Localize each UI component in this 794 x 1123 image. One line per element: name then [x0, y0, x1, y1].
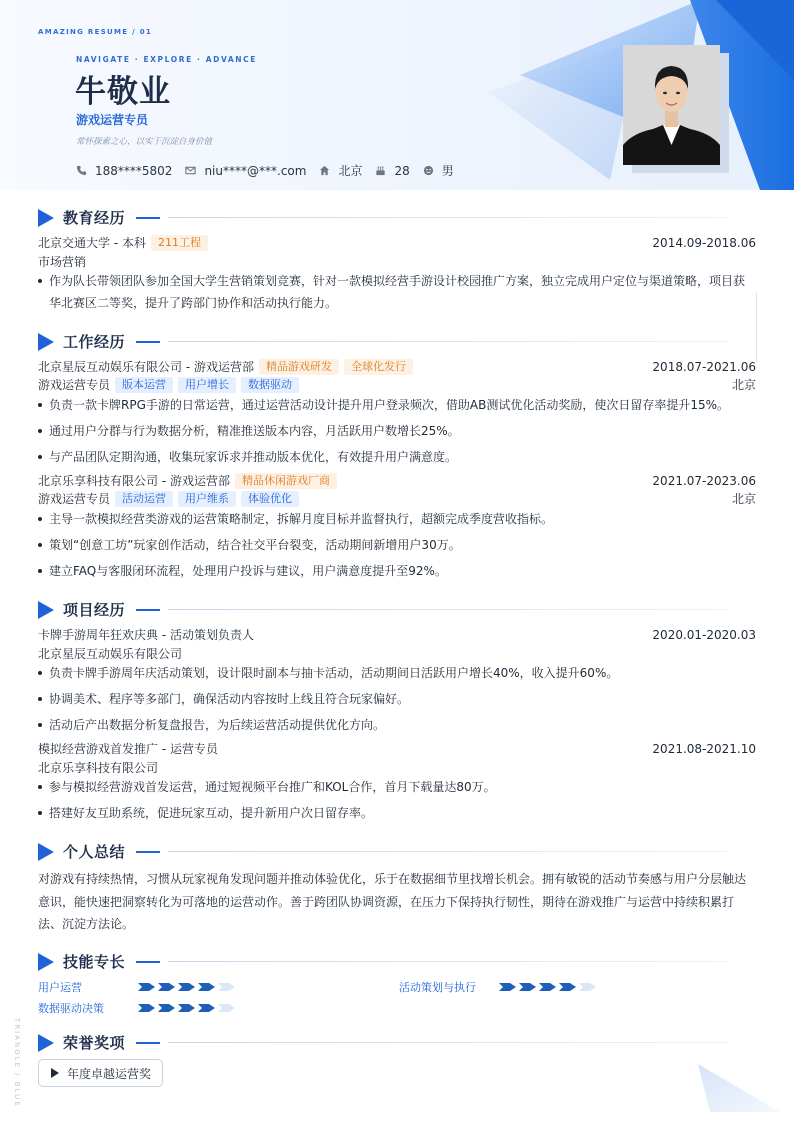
- role-title: 游戏运营专员: [38, 492, 111, 506]
- section-honors-header: [38, 1032, 728, 1053]
- email-text: niu****@***.com: [204, 163, 307, 178]
- skill-item: [399, 979, 599, 995]
- section-education-header: [38, 207, 728, 228]
- skill-segment-empty: [579, 983, 596, 991]
- skill-item: [38, 1000, 238, 1016]
- section-accent-line: [136, 609, 160, 611]
- work-location: 北京: [731, 492, 756, 506]
- skill-name: 数据驱动决策: [38, 1002, 104, 1015]
- project-bullet: 负责卡牌手游周年庆活动策划，设计限时副本与抽卡活动，活动期间日活跃用户增长40%，收入提升60%。: [38, 662, 752, 684]
- contact-email: [185, 164, 306, 178]
- section-divider: [168, 217, 728, 218]
- project-title: 卡牌手游周年狂欢庆典 - 活动策划负责人: [38, 628, 254, 642]
- section-accent-line: [136, 341, 160, 343]
- contact-city: [319, 162, 362, 179]
- role-title: 游戏运营专员: [38, 378, 111, 392]
- corner-triangle-decoration: [680, 1060, 794, 1123]
- school-tag: 211工程: [151, 235, 208, 251]
- company-name: 北京星辰互动娱乐有限公司 - 游戏运营部: [38, 360, 254, 374]
- section-title: 项目经历: [63, 601, 126, 619]
- section-triangle-icon: [38, 209, 54, 227]
- city-text: 北京: [338, 164, 363, 178]
- skill-segment-filled: [519, 983, 536, 991]
- project-entry-header: [38, 740, 756, 757]
- role-tag: 活动运营: [115, 491, 173, 507]
- side-watermark: TRIANGLE / BLUE: [13, 1018, 21, 1108]
- section-title: 教育经历: [63, 209, 126, 227]
- profile-photo: [623, 45, 720, 165]
- section-title: 荣誉奖项: [63, 1034, 126, 1052]
- mail-icon: [185, 165, 196, 176]
- work-date: 2018.07-2021.06: [652, 359, 756, 374]
- work-bullet: 通过用户分群与行为数据分析，精准推送版本内容，月活跃用户数增长25%。: [38, 420, 752, 442]
- contact-bar: [76, 162, 467, 179]
- skill-segment-filled: [138, 1004, 155, 1012]
- project-company: 北京星辰互动娱乐有限公司: [38, 647, 183, 661]
- work-bullet: 负责一款卡牌RPG手游的日常运营，通过运营活动设计提升用户登录频次，借助AB测试优化活动奖励，使次日留存率提升15%。: [38, 394, 752, 416]
- skill-segment-filled: [158, 983, 175, 991]
- vertical-rule: [756, 292, 757, 362]
- section-work-header: [38, 331, 728, 352]
- summary-text: 对游戏有持续热情，习惯从玩家视角发现问题并推动体验优化，乐于在数据细节里找增长机会。拥有敏锐的活动节奏感与用户分层触达意识，能快速把洞察转化为可落地的运营动作。善于跨团队协调资源，在压力下保持执行韧性，期待在游戏推广与运营中持续积累打法、沉淀方法论。: [38, 872, 747, 931]
- section-triangle-icon: [38, 333, 54, 351]
- project-bullet: 协调美术、程序等多部门，确保活动内容按时上线且符合玩家偏好。: [38, 688, 752, 710]
- skill-segment-filled: [559, 983, 576, 991]
- section-skills-header: [38, 951, 728, 972]
- contact-gender: [423, 162, 454, 179]
- work-bullet: 与产品团队定期沟通，收集玩家诉求并推动版本优化，有效提升用户满意度。: [38, 446, 752, 468]
- section-summary-header: [38, 841, 728, 862]
- honor-badge: [38, 1059, 163, 1087]
- section-divider: [168, 851, 728, 852]
- home-icon: [319, 165, 330, 176]
- major: 市场营销: [38, 255, 87, 269]
- section-triangle-icon: [38, 843, 54, 861]
- section-accent-line: [136, 217, 160, 219]
- section-divider: [168, 961, 728, 962]
- work-bullet: 主导一款模拟经营类游戏的运营策略制定，拆解月度目标并监督执行，超额完成季度营收指标。: [38, 508, 752, 530]
- section-accent-line: [136, 1042, 160, 1044]
- skill-level-bar: [138, 983, 238, 991]
- skill-level-bar: [499, 983, 599, 991]
- motto: 常怀探索之心，以实干沉淀自身价值: [76, 137, 213, 147]
- project-bullet: 活动后产出数据分析复盘报告，为后续运营活动提供优化方向。: [38, 714, 752, 736]
- skill-segment-filled: [198, 983, 215, 991]
- project-entry-header: [38, 626, 756, 643]
- work-bullet: 策划“创意工坊”玩家创作活动，结合社交平台裂变，活动期间新增用户30万。: [38, 534, 752, 556]
- work-role-row: [38, 490, 756, 507]
- section-projects-header: [38, 599, 728, 620]
- skill-segment-filled: [178, 983, 195, 991]
- candidate-name: 牛敬业: [75, 74, 171, 110]
- phone-icon: [76, 165, 87, 176]
- gender-text: 男: [441, 164, 454, 178]
- education-entry: [38, 234, 756, 251]
- work-role-row: [38, 376, 756, 393]
- skill-segment-filled: [158, 1004, 175, 1012]
- role-tag: 用户维系: [178, 491, 236, 507]
- job-title: 游戏运营专员: [76, 113, 149, 127]
- section-divider: [168, 609, 728, 610]
- section-title: 工作经历: [63, 333, 126, 351]
- honor-text: 年度卓越运营奖: [67, 1066, 152, 1081]
- project-date: 2020.01-2020.03: [652, 627, 756, 642]
- skill-segment-filled: [539, 983, 556, 991]
- work-entry-header: [38, 358, 756, 375]
- skill-name: 用户运营: [38, 981, 82, 994]
- skill-segment-empty: [218, 983, 235, 991]
- section-divider: [168, 341, 728, 342]
- work-date: 2021.07-2023.06: [652, 473, 756, 488]
- age-text: 28: [394, 163, 410, 178]
- skill-segment-filled: [138, 983, 155, 991]
- cake-icon: [375, 165, 386, 176]
- project-company: 北京乐享科技有限公司: [38, 761, 159, 775]
- role-tag: 体验优化: [241, 491, 299, 507]
- smiley-icon: [423, 165, 434, 176]
- section-accent-line: [136, 851, 160, 853]
- skill-segment-empty: [218, 1004, 235, 1012]
- section-triangle-icon: [38, 953, 54, 971]
- project-date: 2021.08-2021.10: [652, 741, 756, 756]
- brand-label: AMAZING RESUME / 01: [38, 28, 153, 36]
- project-bullet: 搭建好友互助系统，促进玩家互动，提升新用户次日留存率。: [38, 802, 752, 824]
- role-tag: 数据驱动: [241, 377, 299, 393]
- education-date: 2014.09-2018.06: [652, 235, 756, 250]
- company-tag: 精品游戏研发: [259, 359, 339, 375]
- contact-age: [375, 164, 409, 178]
- skill-segment-filled: [198, 1004, 215, 1012]
- section-divider: [168, 1042, 728, 1043]
- school-name: 北京交通大学 - 本科: [38, 236, 146, 250]
- tagline: NAVIGATE · EXPLORE · ADVANCE: [76, 55, 257, 64]
- work-entry-header: [38, 472, 756, 489]
- role-tag: 版本运营: [115, 377, 173, 393]
- company-name: 北京乐享科技有限公司 - 游戏运营部: [38, 474, 230, 488]
- work-bullet: 建立FAQ与客服闭环流程，处理用户投诉与建议，用户满意度提升至92%。: [38, 560, 752, 582]
- project-title: 模拟经营游戏首发推广 - 运营专员: [38, 742, 218, 756]
- contact-phone: [76, 164, 172, 178]
- role-tag: 用户增长: [178, 377, 236, 393]
- section-triangle-icon: [38, 1034, 54, 1052]
- education-bullet: 作为队长带领团队参加全国大学生营销策划竞赛，针对一款模拟经营手游设计校园推广方案，独立完成用户定位与渠道策略，项目获华北赛区二等奖，提升了跨部门协作和活动执行能力。: [38, 270, 752, 314]
- project-bullet: 参与模拟经营游戏首发运营，通过短视频平台推广和KOL合作，首月下载量达80万。: [38, 776, 752, 798]
- skill-level-bar: [138, 1004, 238, 1012]
- section-accent-line: [136, 961, 160, 963]
- skill-item: [38, 979, 238, 995]
- company-tag: 精品休闲游戏厂商: [235, 473, 337, 489]
- section-title: 个人总结: [63, 843, 126, 861]
- section-triangle-icon: [38, 601, 54, 619]
- skill-segment-filled: [178, 1004, 195, 1012]
- company-tag: 全球化发行: [344, 359, 413, 375]
- skill-name: 活动策划与执行: [399, 981, 476, 994]
- play-triangle-icon: [51, 1068, 59, 1078]
- phone-text: 188****5802: [95, 163, 173, 178]
- work-location: 北京: [731, 378, 756, 392]
- skill-segment-filled: [499, 983, 516, 991]
- section-title: 技能专长: [63, 953, 126, 971]
